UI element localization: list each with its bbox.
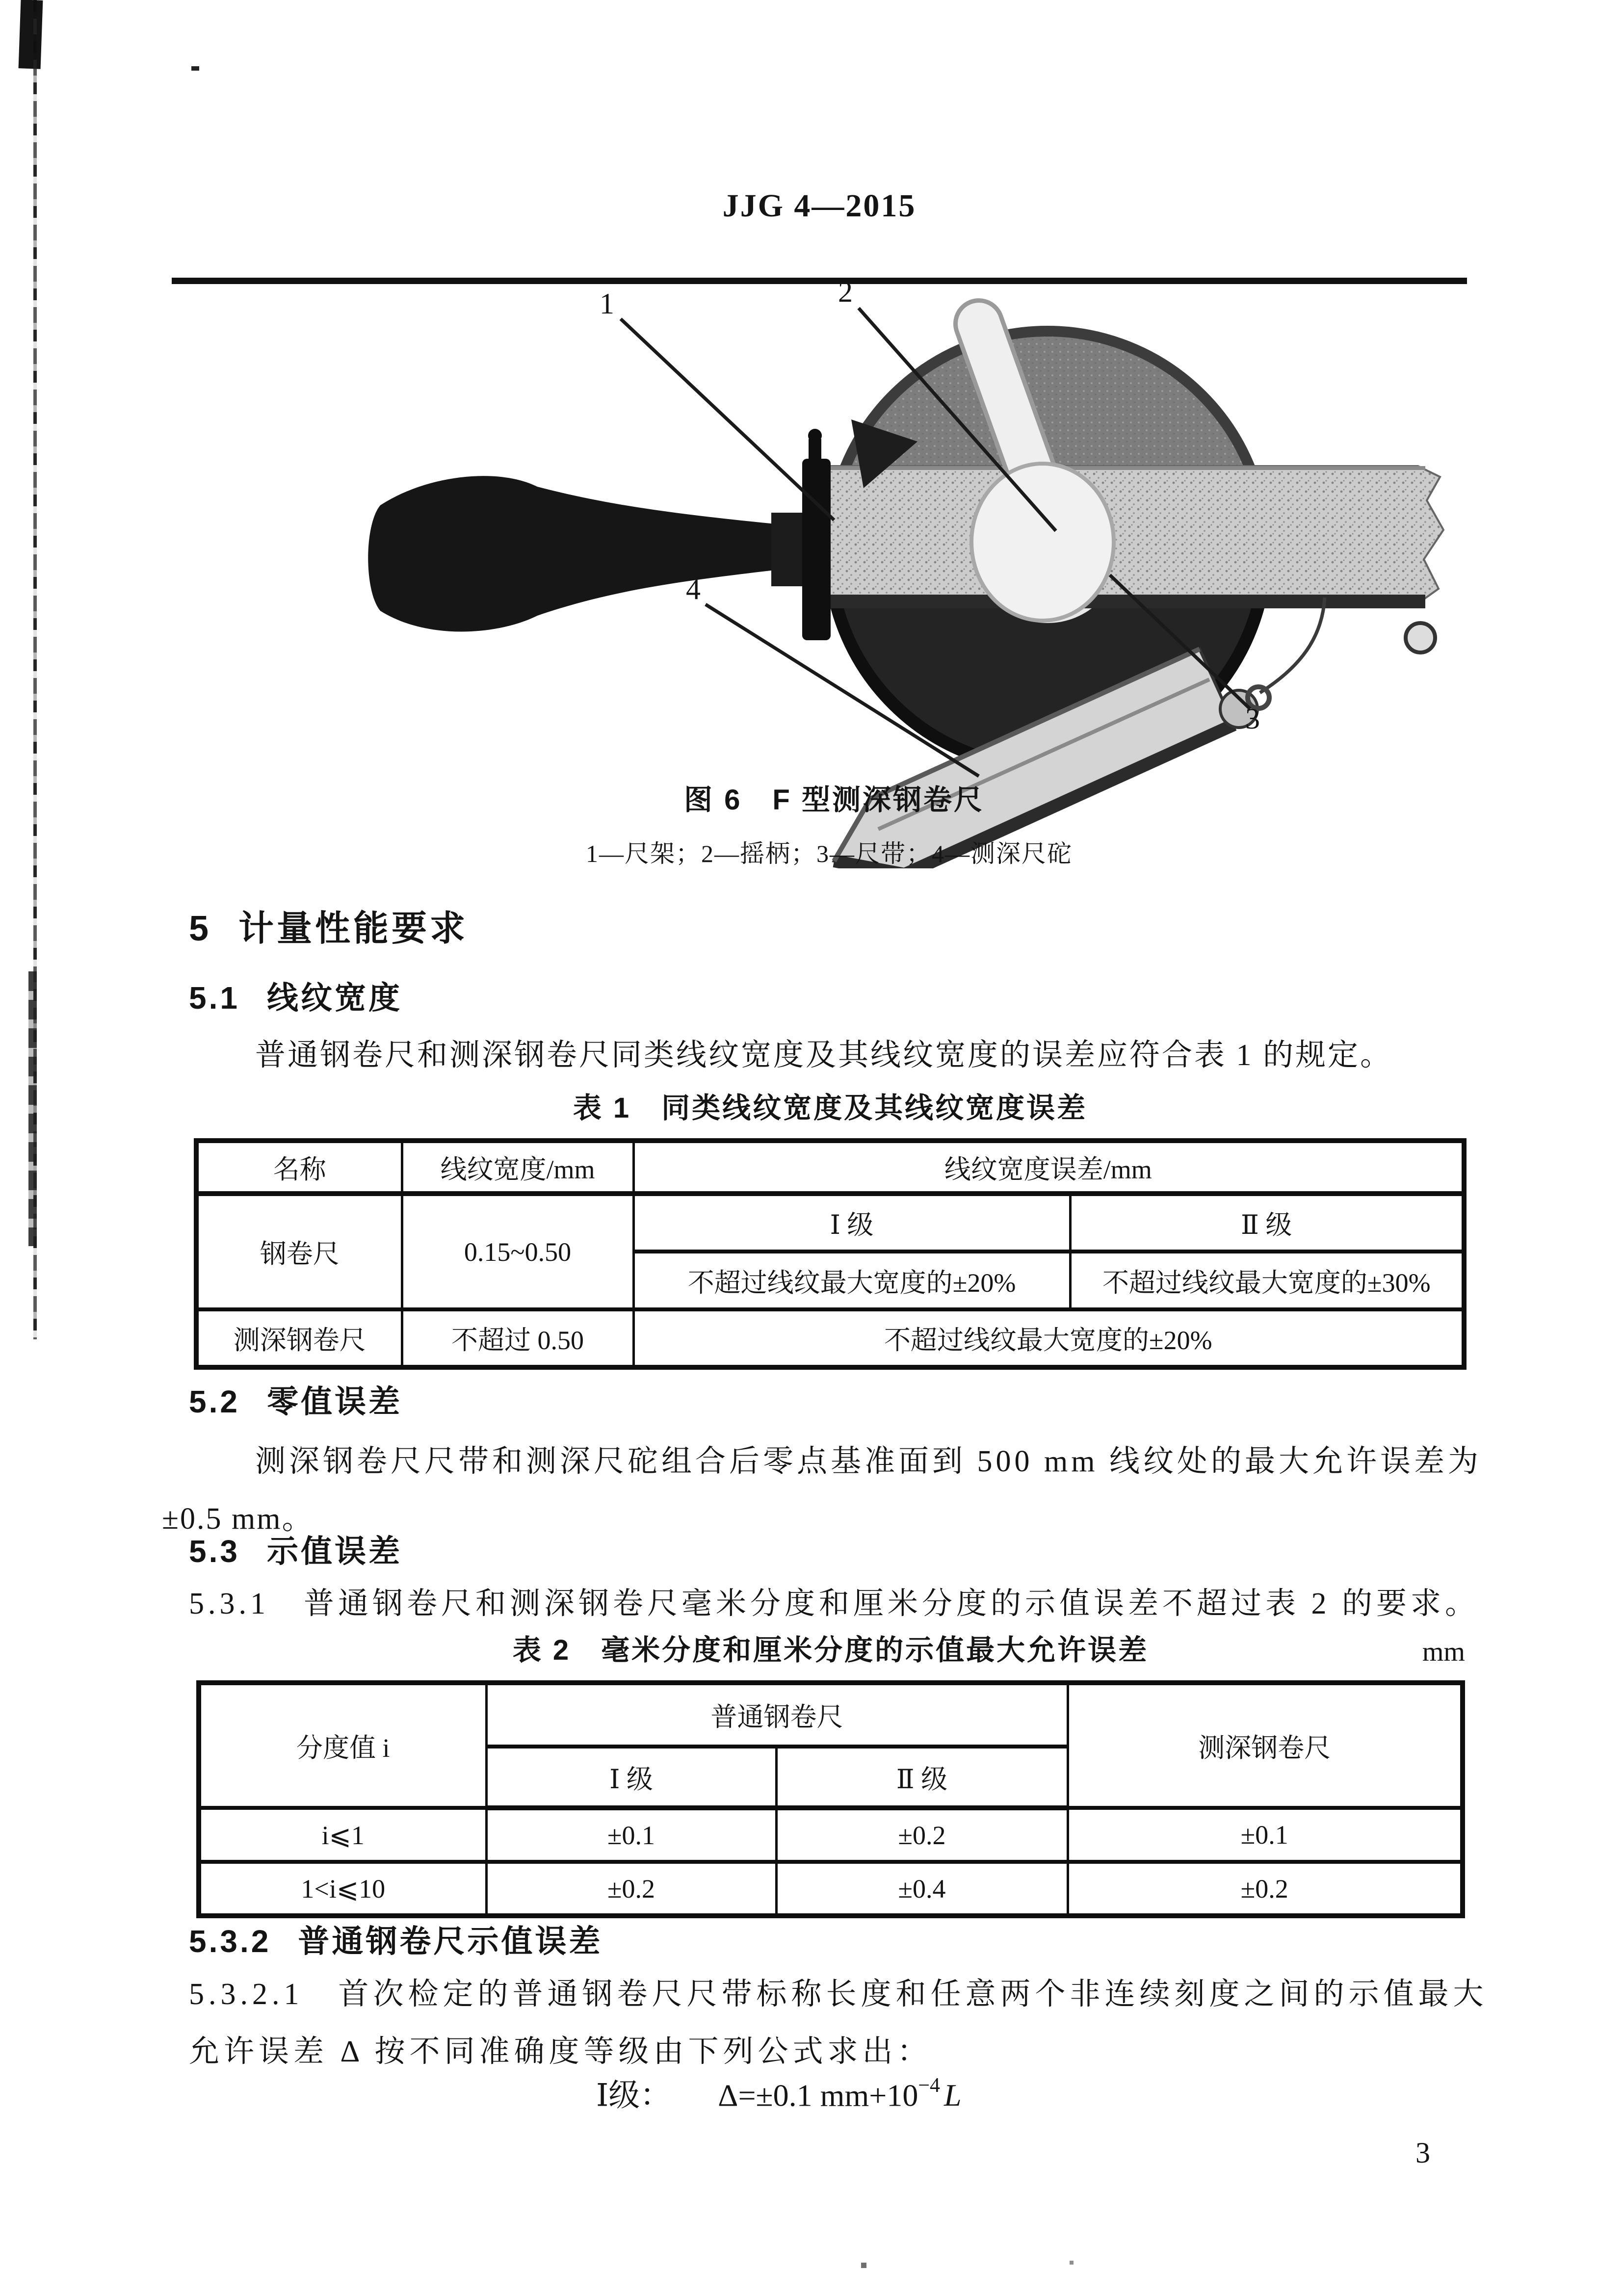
section-heading-5-1 (189, 980, 402, 1017)
tape-string (1260, 598, 1325, 693)
section-heading-5-2 (189, 1384, 402, 1420)
paragraph-5-3-1: 5.3.1 普通钢卷尺和测深钢卷尺毫米分度和厘米分度的示值误差不超过表 2 的要求。 (189, 1587, 1480, 1620)
section-title: 零值误差 (266, 1384, 402, 1419)
section-number: 5.3 (189, 1534, 240, 1569)
table-2-row2-division: 1<i⩽10 (199, 1862, 486, 1916)
formula-variable: L (944, 2078, 962, 2113)
formula-body: Δ=±0.1 mm+10 (718, 2078, 918, 2113)
table-1-cell-depth-error: 不超过线纹最大宽度的±20% (633, 1309, 1464, 1367)
table-2-row1-depth: ±0.1 (1068, 1808, 1463, 1862)
table-2 (196, 1680, 1465, 1918)
table-1-cell-steel-width: 0.15~0.50 (402, 1194, 633, 1309)
scan-artifact-corner (19, 0, 43, 69)
table-1-subheader-grade2: Ⅱ 级 (1070, 1194, 1464, 1252)
table-1-cell-depth-name: 测深钢卷尺 (196, 1309, 402, 1367)
paragraph-5-3-2-1-line1: 5.3.2.1 首次检定的普通钢卷尺尺带标称长度和任意两个非连续刻度之间的示值最大 (189, 1978, 1488, 2011)
formula-grade1-mpe (596, 2074, 962, 2113)
paragraph-5-2-line1: 测深钢卷尺尺带和测深尺砣组合后零点基准面到 500 mm 线纹处的最大允许误差为 (255, 1445, 1482, 1478)
table-row (199, 1862, 1463, 1916)
figure-legend: 1—尺架；2—摇柄；3—尺带；4—测深尺砣 (586, 840, 1073, 867)
section-number: 5.3.2 (189, 1924, 271, 1959)
section-title: 计量性能要求 (238, 909, 469, 948)
section-title: 普通钢卷尺示值误差 (298, 1924, 603, 1959)
table-1-subheader-grade1: Ⅰ 级 (633, 1194, 1070, 1252)
figure-callout-2: 2 (838, 276, 853, 308)
table-2-row1-grade1: ±0.1 (486, 1808, 776, 1862)
table-2-subheader-grade1: Ⅰ 级 (486, 1747, 776, 1808)
table-2-row1-grade2: ±0.2 (776, 1808, 1068, 1862)
table-1 (194, 1138, 1467, 1370)
handle (368, 429, 831, 640)
section-title: 线纹宽度 (266, 980, 402, 1016)
table-2-header-division: 分度值 i (199, 1683, 486, 1808)
table-1-cell-depth-width: 不超过 0.50 (402, 1309, 633, 1367)
paragraph-5-1: 普通钢卷尺和测深钢卷尺同类线纹宽度及其线纹宽度的误差应符合表 1 的规定。 (255, 1039, 1393, 1072)
section-title: 示值误差 (266, 1534, 402, 1569)
table-row (199, 1808, 1463, 1862)
section-heading-5 (189, 909, 468, 949)
section-heading-5-3-2 (189, 1924, 602, 1960)
table-2-row2-depth: ±0.2 (1068, 1862, 1463, 1916)
table-2-unit: mm (1422, 1637, 1465, 1667)
standard-number: JJG 4—2015 (722, 188, 917, 224)
paragraph-5-2-line2: ±0.5 mm。 (162, 1502, 314, 1536)
section-number: 5 (189, 909, 212, 948)
header-rule (172, 278, 1467, 284)
table-1-caption: 表 1 同类线纹宽度及其线纹宽度误差 (573, 1092, 1088, 1124)
section-number: 5.1 (189, 980, 240, 1016)
figure-callout-3: 3 (1245, 703, 1260, 735)
table-1-header-error: 线纹宽度误差/mm (633, 1141, 1464, 1194)
scan-artifact-smudge (28, 971, 37, 1246)
table-1-cell-steel-error2: 不超过线纹最大宽度的±30% (1070, 1252, 1464, 1309)
figure-caption: 图 6 F 型测深钢卷尺 (684, 784, 984, 816)
section-number: 5.2 (189, 1384, 240, 1419)
formula-grade-label: Ⅰ级： (596, 2078, 672, 2113)
table-1-cell-steel-name: 钢卷尺 (196, 1194, 402, 1309)
page-number: 3 (1415, 2137, 1430, 2169)
scan-artifact-speck (1070, 2261, 1074, 2265)
table-2-caption: 表 2 毫米分度和厘米分度的示值最大允许误差 (512, 1634, 1149, 1666)
scan-artifact-speck (191, 66, 199, 71)
table-2-row2-grade1: ±0.2 (486, 1862, 776, 1916)
paragraph-5-3-2-1-line2: 允许误差 Δ 按不同准确度等级由下列公式求出： (189, 2035, 932, 2068)
figure-tape-measure-photo (368, 294, 1447, 868)
table-1-header-name: 名称 (196, 1141, 402, 1194)
table-2-row1-division: i⩽1 (199, 1808, 486, 1862)
scan-artifact-speck (861, 2263, 866, 2268)
formula-exponent: −4 (918, 2074, 940, 2097)
table-1-header-width: 线纹宽度/mm (402, 1141, 633, 1194)
figure-callout-4: 4 (686, 573, 701, 605)
table-2-header-ordinary: 普通钢卷尺 (486, 1683, 1068, 1747)
section-heading-5-3 (189, 1534, 402, 1570)
table-2-header-depth: 测深钢卷尺 (1068, 1683, 1463, 1808)
figure-callout-1: 1 (600, 287, 614, 320)
table-2-subheader-grade2: Ⅱ 级 (776, 1747, 1068, 1808)
table-2-row2-grade2: ±0.4 (776, 1862, 1068, 1916)
table-1-cell-steel-error1: 不超过线纹最大宽度的±20% (633, 1252, 1070, 1309)
